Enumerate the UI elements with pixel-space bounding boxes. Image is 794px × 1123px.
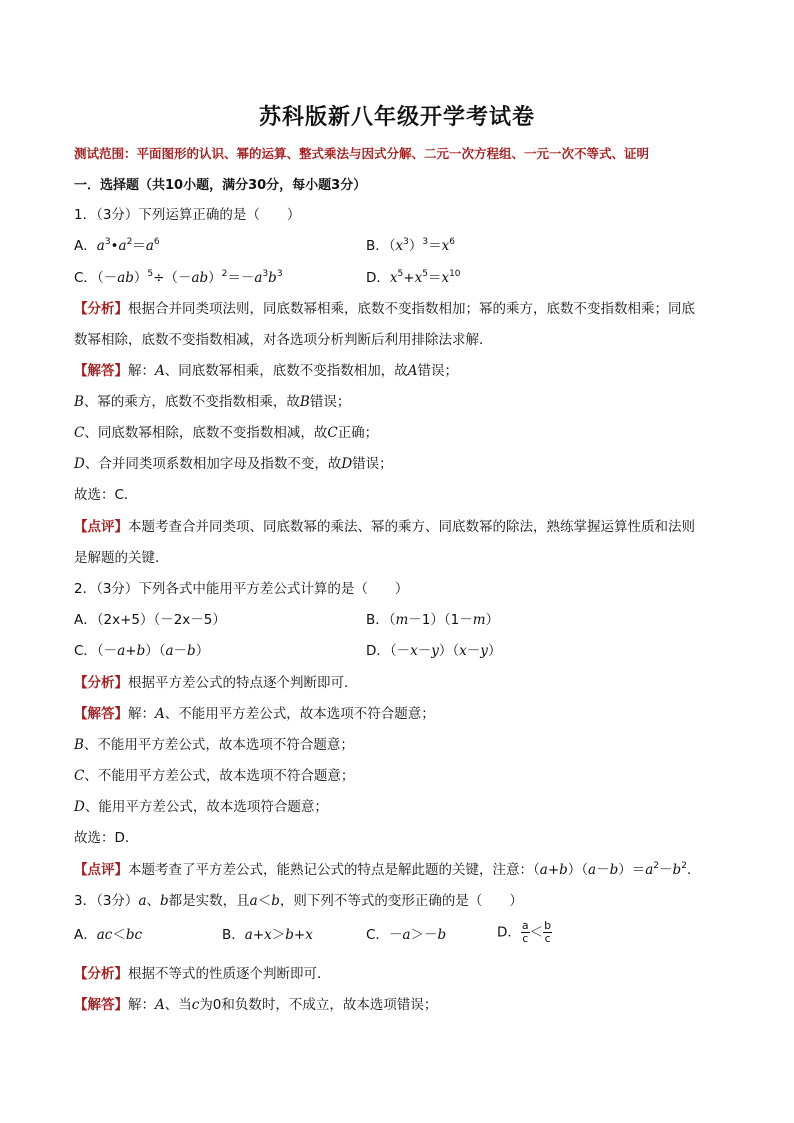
q2-answer-b: B、不能用平方差公式，故本选项不符合题意； [74,737,354,753]
q1-answer-a: 【解答】解：A、同底数幂相乘，底数不变指数相加，故A错误； [74,363,458,379]
q2-option-b: B．（m－1）（1－m） [366,612,500,628]
q3-option-d: D． $\frac{a}{c}$ ＜ $\frac{b}{c}$ [497,919,552,945]
q3-stem: 3．（3分）a、b都是实数，且a＜b，则下列不等式的变形正确的是（ ） [74,893,523,909]
q3-analysis: 【分析】根据不等式的性质逐个判断即可． [74,966,331,982]
q3-option-c: C．－a＞－b [366,927,447,943]
answer-tag: 【解答】 [74,363,128,379]
q2-option-d: D．（－x－y）（x－y） [366,643,502,659]
q1-answer-d: D、合并同类项系数相加字母及指数不变，故D错误； [74,456,393,472]
q2-stem: 2．（3分）下列各式中能用平方差公式计算的是（ ） [74,581,409,597]
q2-option-c: C．（－a+b）（a－b） [74,643,210,659]
q1-analysis: 【分析】根据合并同类项法则，同底数幂相乘，底数不变指数相加；幂的乘方，底数不变指数相乘；同底 [74,301,695,317]
analysis-tag: 【分析】 [74,301,128,317]
q1-comment-cont: 是解题的关键． [74,550,169,566]
q1-option-c: C．$(-ab)^5\div(-ab)^2=-a^3b^3$ [74,269,283,286]
q3-answer-a: 【解答】解：A、当c为0和负数时，不成立，故本选项错误； [74,997,438,1013]
q1-analysis-cont: 数幂相除，底数不变指数相减，对各选项分析判断后利用排除法求解． [74,332,493,348]
section-heading: 一．选择题（共10小题，满分30分，每小题3分） [74,178,367,193]
q2-choice: 故选：D． [74,830,139,846]
q1-stem: 1．（3分）下列运算正确的是（ ） [74,207,301,223]
q1-option-d: D．$x^5+x^5=x^{10}$ [366,269,461,286]
q2-analysis: 【分析】根据平方差公式的特点逐个判断即可． [74,675,358,691]
q1-answer-b: B、幂的乘方，底数不变指数相乘，故B错误； [74,394,351,410]
q2-option-a: A．（2x+5）（－2x－5） [74,612,226,628]
q2-answer-d: D、能用平方差公式，故本选项符合题意； [74,799,328,815]
q1-comment: 【点评】本题考查合并同类项、同底数幂的乘法、幂的乘方、同底数幂的除法，熟练掌握运算性质和法则 [74,519,695,535]
fraction-b-over-c: $\frac{b}{c}$ [544,919,552,945]
comment-tag: 【点评】 [74,519,128,535]
q2-answer-c: C、不能用平方差公式，故本选项不符合题意； [74,768,355,784]
q3-option-a: A．ac＜bc [74,927,143,943]
test-range: 测试范围：平面图形的认识、幂的运算、整式乘法与因式分解、二元一次方程组、一元一次不等式、证明 [74,146,650,161]
q1-option-a: A．$a^3•a^2=a^6$ [74,237,160,254]
page-title: 苏科版新八年级开学考试卷 [258,105,535,130]
fraction-a-over-c: $\frac{a}{c}$ [521,919,529,945]
q3-option-b: B．a+x＞b+x [222,927,313,943]
q2-comment: 【点评】本题考查了平方差公式，能熟记公式的特点是解此题的关键，注意：$(a+b)(a-b)=a^2-b^2$． [74,861,701,878]
q1-choice: 故选：C． [74,487,138,503]
q1-option-b: B．$(x^3)^3=x^6$ [366,237,455,254]
q2-answer-a: 【解答】解：A、不能用平方差公式，故本选项不符合题意； [74,706,435,722]
q1-answer-c: C、同底数幂相除，底数不变指数相减，故C正确； [74,425,379,441]
